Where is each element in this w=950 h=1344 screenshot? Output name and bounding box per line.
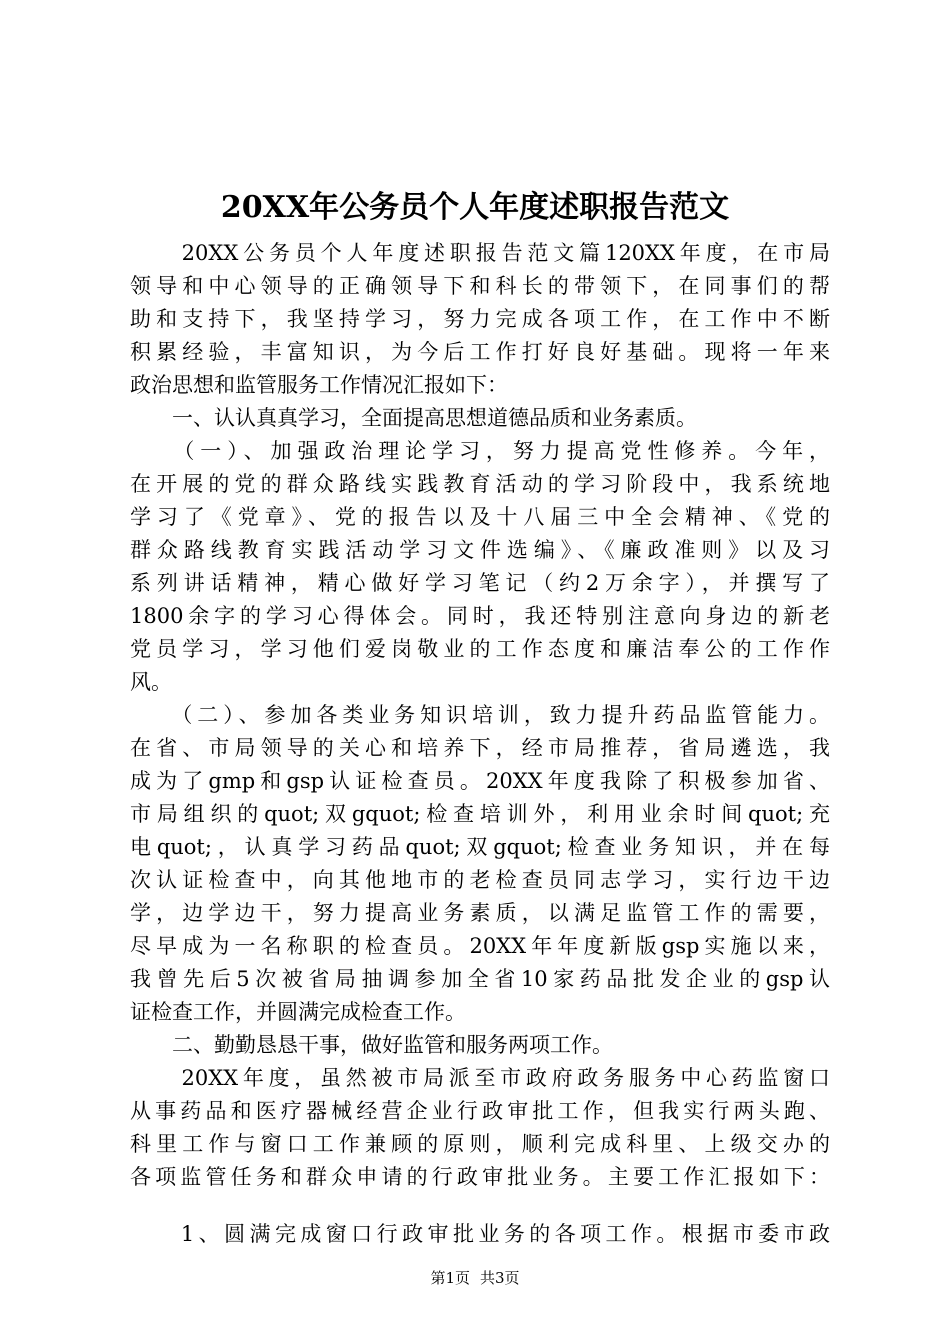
body-line: 群众路线教育实践活动学习文件选编》、《廉政准则》以及习 bbox=[130, 538, 830, 562]
body-line: 电quot;，认真学习药品quot;双gquot;检查业务知识，并在每 bbox=[130, 835, 830, 859]
body-line: 成为了gmp和gsp认证检查员。20XX年度我除了积极参加省、 bbox=[130, 769, 830, 793]
body-line: 学习了《党章》、党的报告以及十八届三中全会精神、《党的 bbox=[130, 505, 830, 529]
body-line: 次认证检查中，向其他地市的老检查员同志学习，实行边干边 bbox=[130, 868, 830, 892]
body-line: 20XX公务员个人年度述职报告范文篇120XX年度，在市局 bbox=[130, 241, 830, 265]
document-title: 20XX年公务员个人年度述职报告范文 bbox=[220, 190, 730, 225]
document-body bbox=[130, 237, 830, 1251]
body-line: 各项监管任务和群众申请的行政审批业务。主要工作汇报如下： bbox=[130, 1165, 830, 1189]
body-line: 政治思想和监管服务工作情况汇报如下： bbox=[130, 373, 508, 397]
body-line: 在开展的党的群众路线实践教育活动的学习阶段中，我系统地 bbox=[130, 472, 830, 496]
body-line: 证检查工作，并圆满完成检查工作。 bbox=[130, 1000, 466, 1024]
body-line: 领导和中心领导的正确领导下和科长的带领下，在同事们的帮 bbox=[130, 274, 830, 298]
body-line: 助和支持下，我坚持学习，努力完成各项工作，在工作中不断 bbox=[130, 307, 830, 331]
body-line: 积累经验，丰富知识，为今后工作打好良好基础。现将一年来 bbox=[130, 340, 830, 364]
body-line: 在省、市局领导的关心和培养下，经市局推荐，省局遴选，我 bbox=[130, 736, 830, 760]
body-line: 1800余字的学习心得体会。同时，我还特别注意向身边的新老 bbox=[130, 604, 830, 628]
body-line: 系列讲话精神，精心做好学习笔记（约2万余字），并撰写了 bbox=[130, 571, 830, 595]
body-line: 尽早成为一名称职的检查员。20XX年年度新版gsp实施以来， bbox=[130, 934, 830, 958]
body-line: 风。 bbox=[130, 670, 172, 694]
body-line: 1、圆满完成窗口行政审批业务的各项工作。根据市委市政 bbox=[130, 1222, 830, 1246]
body-line: （二）、参加各类业务知识培训，致力提升药品监管能力。 bbox=[130, 703, 830, 727]
section-heading: 二、勤勤恳恳干事，做好监管和服务两项工作。 bbox=[130, 1033, 613, 1057]
page-number: 第1页 bbox=[430, 1269, 470, 1287]
body-line: 我曾先后5次被省局抽调参加全省10家药品批发企业的gsp认 bbox=[130, 967, 830, 991]
section-heading: 一、认认真真学习，全面提高思想道德品质和业务素质。 bbox=[130, 406, 697, 430]
body-line: 科里工作与窗口工作兼顾的原则，顺利完成科里、上级交办的 bbox=[130, 1132, 830, 1156]
body-line: 20XX年度，虽然被市局派至市政府政务服务中心药监窗口 bbox=[130, 1066, 830, 1090]
body-line: 党员学习，学习他们爱岗敬业的工作态度和廉洁奉公的工作作 bbox=[130, 637, 830, 661]
body-line: 市局组织的quot;双gquot;检查培训外，利用业余时间quot;充 bbox=[130, 802, 830, 826]
body-line: （一）、加强政治理论学习，努力提高党性修养。今年， bbox=[130, 439, 830, 463]
page-total: 共3页 bbox=[480, 1269, 520, 1287]
body-line: 学，边学边干，努力提高业务素质，以满足监管工作的需要， bbox=[130, 901, 830, 925]
body-line: 从事药品和医疗器械经营企业行政审批工作，但我实行两头跑、 bbox=[130, 1099, 830, 1123]
page-footer bbox=[0, 1268, 950, 1288]
